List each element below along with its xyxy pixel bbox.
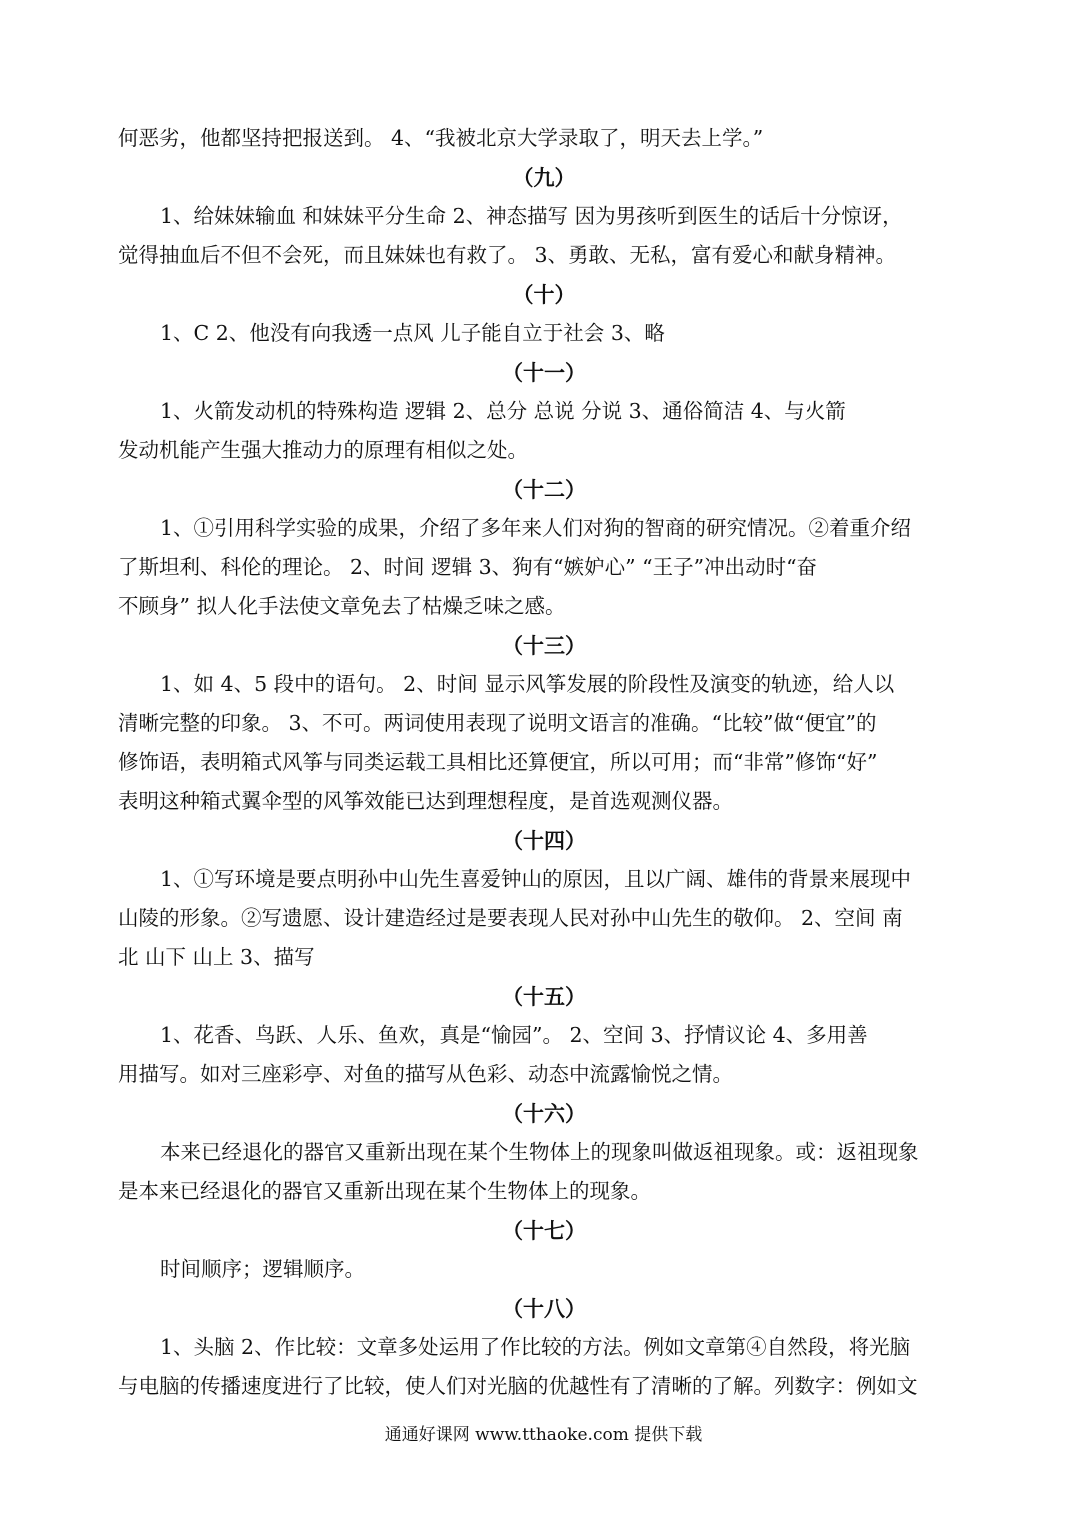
answer-line: 1、给妹妹输血 和妹妹平分生命 2、神态描写 因为男孩听到医生的话后十分惊讶， bbox=[160, 204, 903, 228]
answer-line: 何恶劣，他都坚持把报送到。 4、“我被北京大学录取了，明天去上学。” bbox=[118, 126, 764, 150]
answer-line: 与电脑的传播速度进行了比较，使人们对光脑的优越性有了清晰的了解。列数字：例如文 bbox=[118, 1374, 918, 1398]
answer-line: 1、①写环境是要点明孙中山先生喜爱钟山的原因，且以广阔、雄伟的背景来展现中 bbox=[160, 867, 912, 891]
answer-line: 修饰语，表明箱式风筝与同类运载工具相比还算便宜，所以可用；而“非常”修饰“好” bbox=[118, 750, 878, 774]
answer-line: 不顾身” 拟人化手法使文章免去了枯燥乏味之感。 bbox=[118, 594, 566, 618]
answer-content bbox=[118, 119, 970, 1406]
answer-line: 时间顺序；逻辑顺序。 bbox=[160, 1257, 365, 1281]
answer-line: 1、C 2、他没有向我透一点风 儿子能自立于社会 3、略 bbox=[160, 321, 665, 345]
section-heading: （十五） bbox=[502, 984, 586, 1009]
answer-line: 了斯坦利、科伦的理论。 2、时间 逻辑 3、狗有“嫉妒心” “王子”冲出动时“奋 bbox=[118, 555, 818, 579]
page-footer: 通通好课网 www.tthaoke.com 提供下载 bbox=[384, 1425, 703, 1445]
answer-line: 表明这种箱式翼伞型的风筝效能已达到理想程度，是首选观测仪器。 bbox=[118, 789, 733, 813]
answer-line: 本来已经退化的器官又重新出现在某个生物体上的现象叫做返祖现象。或：返祖现象 bbox=[160, 1140, 919, 1164]
answer-line: 1、如 4、5 段中的语句。 2、时间 显示风筝发展的阶段性及演变的轨迹，给人以 bbox=[160, 672, 895, 696]
section-heading: （十八） bbox=[502, 1296, 586, 1321]
section-heading: （十七） bbox=[502, 1218, 586, 1243]
answer-line: 发动机能产生强大推动力的原理有相似之处。 bbox=[118, 438, 528, 462]
section-heading: （十一） bbox=[502, 360, 586, 385]
answer-line: 1、头脑 2、作比较：文章多处运用了作比较的方法。例如文章第④自然段，将光脑 bbox=[160, 1335, 911, 1359]
answer-line: 北 山下 山上 3、描写 bbox=[118, 945, 315, 969]
section-heading: （十） bbox=[512, 282, 576, 307]
answer-line: 山陵的形象。②写遗愿、设计建造经过是要表现人民对孙中山先生的敬仰。 2、空间 南 bbox=[118, 906, 903, 930]
answer-line: 清晰完整的印象。 3、不可。两词使用表现了说明文语言的准确。“比较”做“便宜”的 bbox=[118, 711, 877, 735]
answer-line: 用描写。如对三座彩亭、对鱼的描写从色彩、动态中流露愉悦之情。 bbox=[118, 1062, 733, 1086]
answer-line: 1、①引用科学实验的成果，介绍了多年来人们对狗的智商的研究情况。②着重介绍 bbox=[160, 516, 912, 540]
section-heading: （十四） bbox=[502, 828, 586, 853]
answer-line: 觉得抽血后不但不会死，而且妹妹也有救了。 3、勇敢、无私，富有爱心和献身精神。 bbox=[118, 243, 897, 267]
section-heading: （十二） bbox=[502, 477, 586, 502]
answer-line: 1、火箭发动机的特殊构造 逻辑 2、总分 总说 分说 3、通俗简洁 4、与火箭 bbox=[160, 399, 846, 423]
answer-line: 1、花香、鸟跃、人乐、鱼欢，真是“愉园”。 2、空间 3、抒情议论 4、多用善 bbox=[160, 1023, 868, 1047]
answer-line: 是本来已经退化的器官又重新出现在某个生物体上的现象。 bbox=[118, 1179, 651, 1203]
section-heading: （十六） bbox=[502, 1101, 586, 1126]
section-heading: （十三） bbox=[502, 633, 586, 658]
section-heading: （九） bbox=[512, 165, 576, 190]
